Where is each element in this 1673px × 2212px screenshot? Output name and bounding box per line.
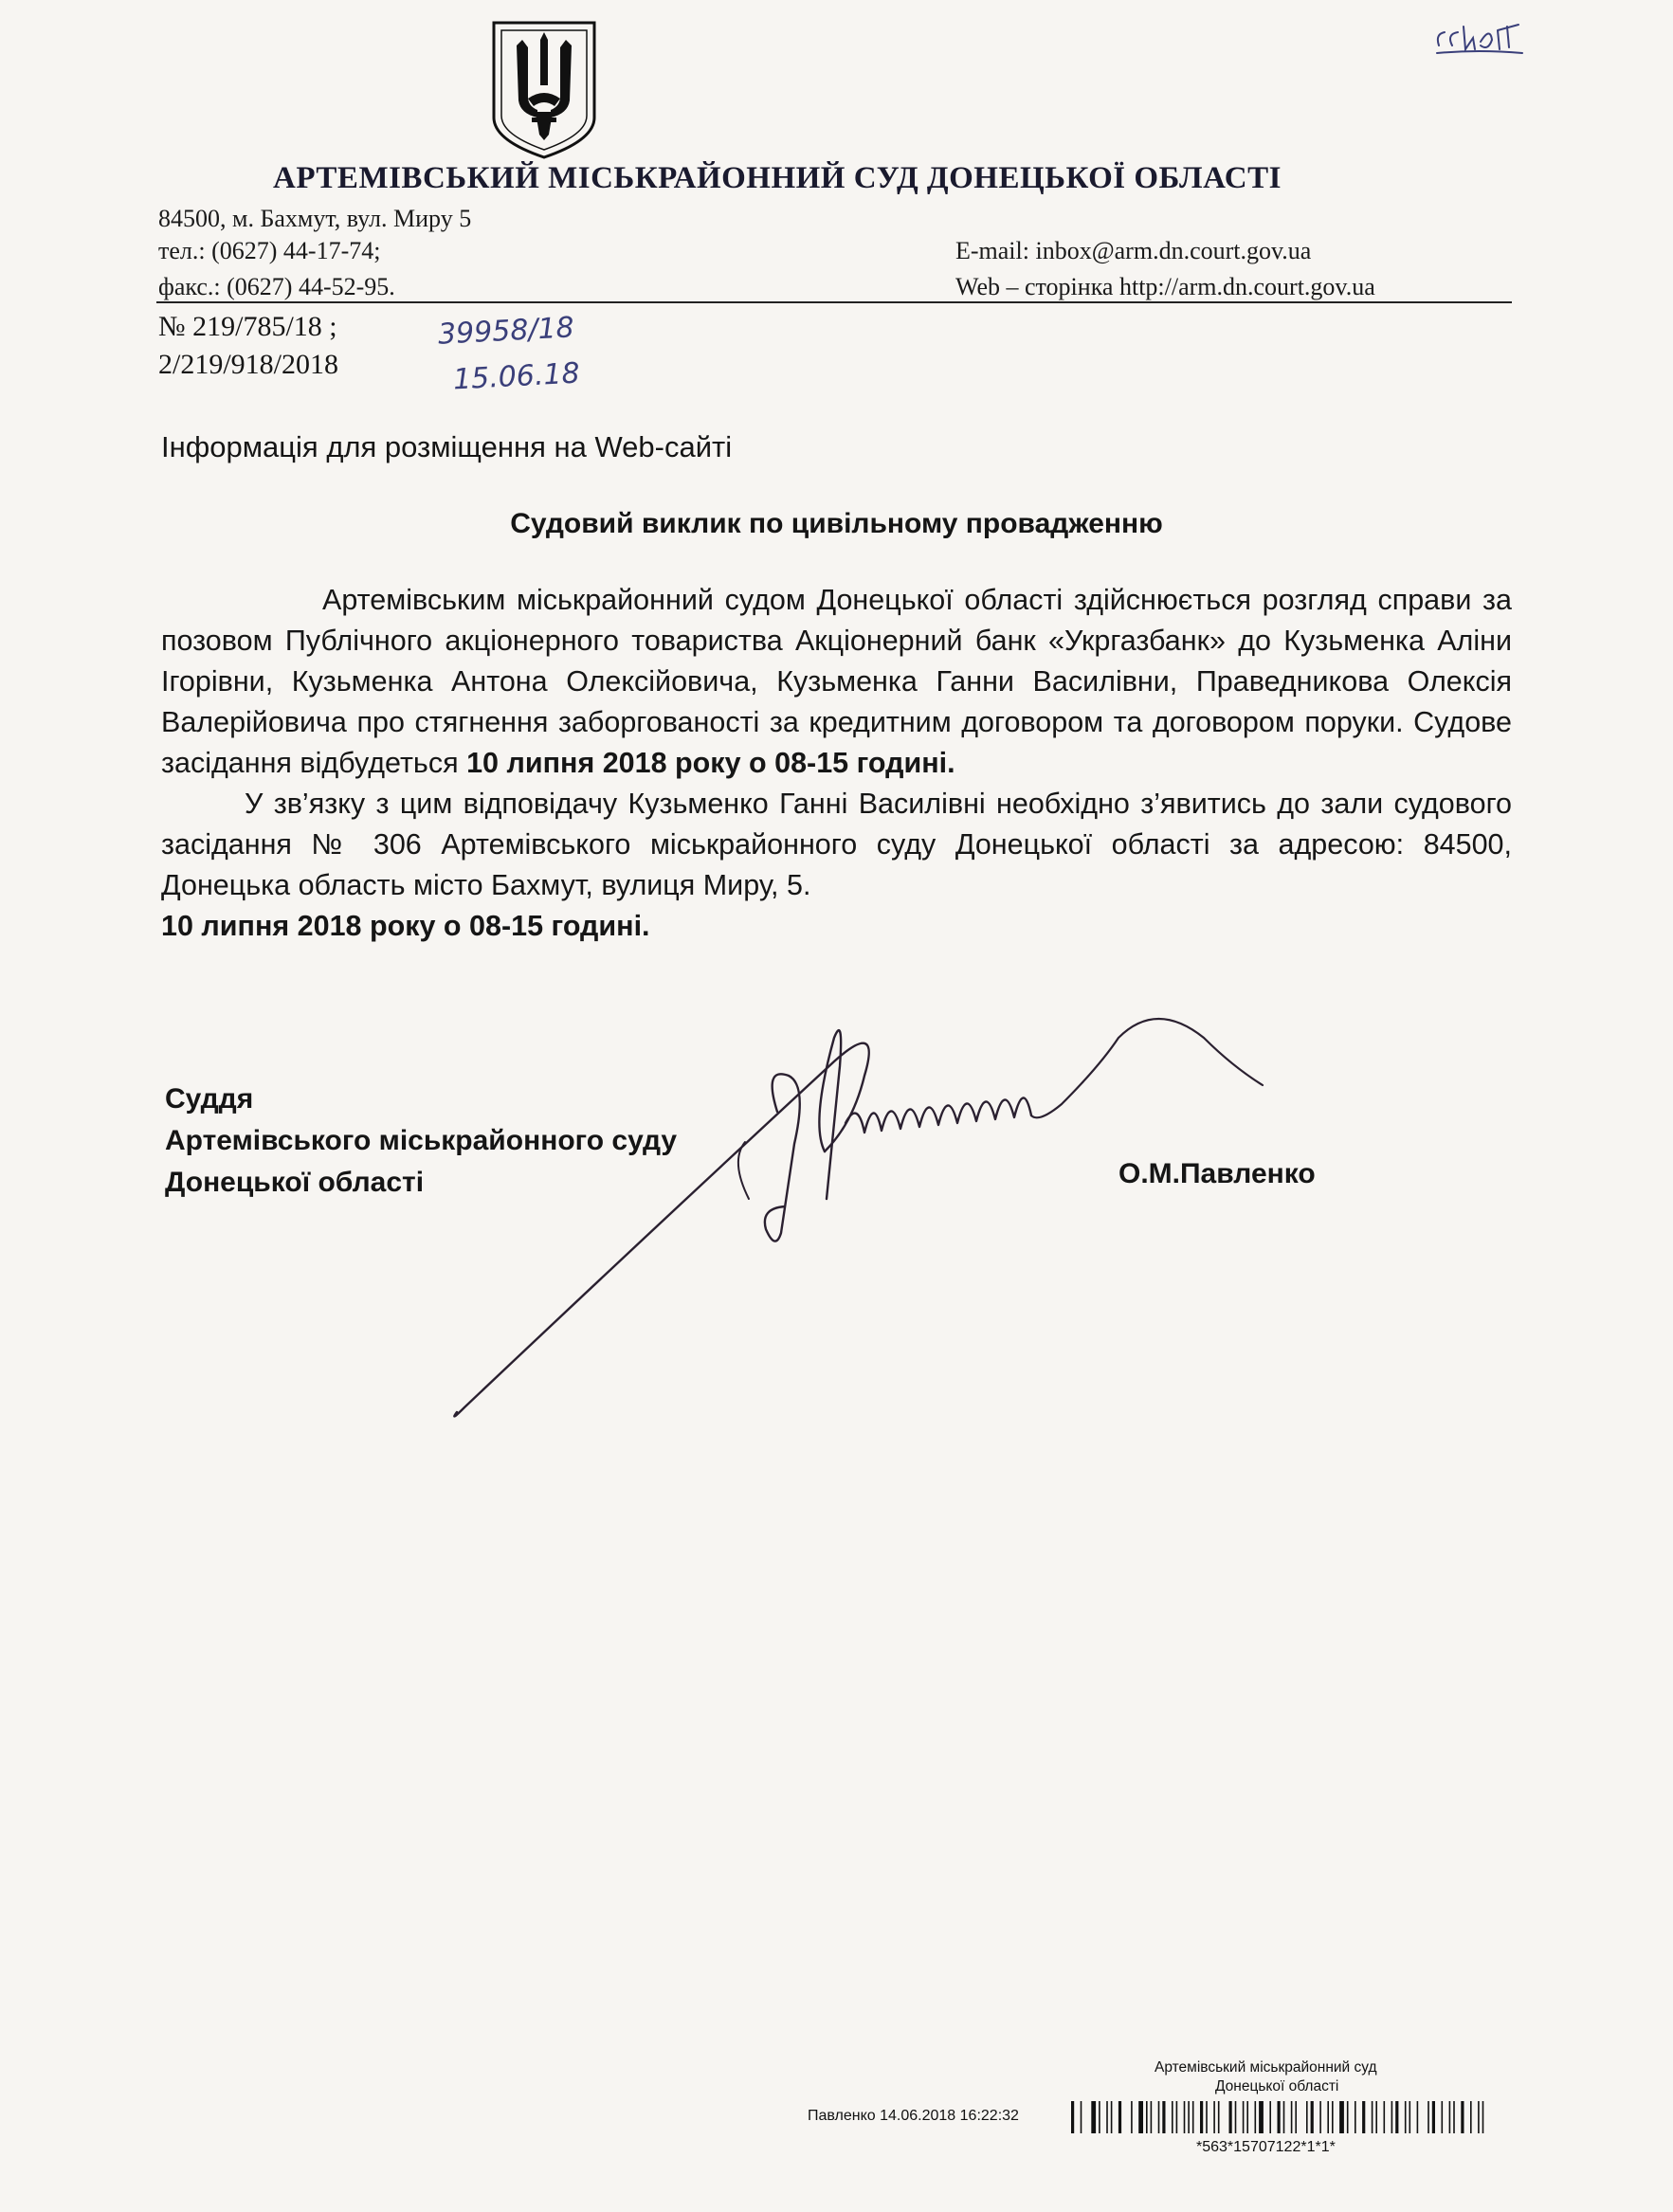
barcode-bar [1409, 2101, 1411, 2133]
barcode-bar [1071, 2101, 1074, 2133]
barcode-bar [1319, 2101, 1321, 2133]
document-title: Судовий виклик по цивільному провадженню [510, 508, 1163, 539]
barcode-bar [1091, 2101, 1096, 2133]
barcode-bar [1162, 2101, 1165, 2133]
barcode-bar [1111, 2101, 1113, 2133]
barcode-bar [1269, 2101, 1271, 2133]
barcode-bar [1138, 2101, 1143, 2133]
barcode-bar [1432, 2101, 1435, 2133]
barcode-bar [1081, 2101, 1082, 2133]
barcode-bar [1099, 2101, 1100, 2133]
handwritten-incoming-number: 39958/18 [437, 311, 575, 352]
barcode-bar [1176, 2101, 1178, 2133]
barcode-bar [1255, 2101, 1257, 2133]
barcode-bar [1384, 2101, 1386, 2133]
court-fax: факс.: (0627) 44-52-95. [158, 273, 395, 300]
barcode-bar [1213, 2101, 1215, 2133]
barcode-bar [1449, 2101, 1451, 2133]
barcode-code: *563*15707122*1*1* [1196, 2139, 1336, 2155]
barcode-bar [1172, 2101, 1173, 2133]
barcode-bar [1235, 2101, 1237, 2133]
barcode-bar [1200, 2101, 1203, 2133]
court-website: Web – сторінка http://arm.dn.court.gov.ua [955, 273, 1375, 300]
court-phone: тел.: (0627) 44-17-74; [158, 237, 381, 264]
barcode-bar [1192, 2101, 1194, 2133]
court-name-heading: АРТЕМІВСЬКИЙ МІСЬКРАЙОННИЙ СУД ДОНЕЦЬКОЇ ОБЛАСТІ [273, 161, 1282, 195]
barcode-bar [1339, 2101, 1344, 2133]
handwritten-incoming-date: 15.06.18 [452, 356, 581, 397]
barcode-bar [1229, 2101, 1232, 2133]
barcode-bar [1246, 2101, 1248, 2133]
barcode-bar [1355, 2101, 1356, 2133]
paragraph-summons [161, 784, 1512, 906]
barcode-bar [1118, 2101, 1121, 2133]
barcode-bar [1206, 2101, 1208, 2133]
barcode-bar [1295, 2101, 1297, 2133]
barcode-bar [1405, 2101, 1407, 2133]
barcode-bar [1131, 2101, 1133, 2133]
barcode-bar [1442, 2101, 1444, 2133]
barcode-bar [1188, 2101, 1190, 2133]
case-number-1: № 219/785/18 ; [158, 311, 337, 342]
court-address: 84500, м. Бахмут, вул. Миру 5 [158, 205, 472, 232]
barcode-bar [1306, 2101, 1308, 2133]
barcode-bar [1347, 2101, 1349, 2133]
barcode-bar [1158, 2101, 1160, 2133]
corner-handwriting-text: ccl5T [1621, 207, 1624, 208]
barcode-bar [1327, 2101, 1329, 2133]
barcode-bar [1151, 2101, 1153, 2133]
barcode-bar [1482, 2101, 1484, 2133]
barcode-bar [1372, 2101, 1373, 2133]
trident-emblem-icon [488, 19, 600, 159]
stamp-court-line-2: Донецької області [1215, 2078, 1339, 2094]
barcode-bar [1218, 2101, 1220, 2133]
paragraph-2-text: У зв’язку з цим відповідачу Кузьменко Ганні Василівні необхідно з’явитись до зали судового засідання № 306 Артемівського міськрайонного суду Донецької області за адресою: 84500, Донецька область місто Бахмут, вулиця Миру, 5. [161, 788, 1512, 901]
paragraph-case-description [161, 580, 1512, 784]
info-line: Інформація для розміщення на Web-сайті [161, 430, 733, 463]
barcode-bar [1395, 2101, 1398, 2133]
judge-name: О.М.Павленко [1118, 1158, 1316, 1189]
paragraph-hearing-date [161, 906, 1512, 947]
barcode-bar [1146, 2101, 1148, 2133]
barcode-bar [1278, 2101, 1281, 2133]
corner-handwriting-mark [1431, 17, 1624, 208]
barcode-bar [1106, 2101, 1108, 2133]
barcode-bar [1311, 2101, 1314, 2133]
barcode-bar [1461, 2101, 1464, 2133]
document-barcode [1071, 2101, 1521, 2133]
barcode-bar [1332, 2101, 1334, 2133]
judge-title-line-2: Артемівського міськрайонного суду [165, 1125, 678, 1156]
judge-signature-image [436, 1009, 1270, 1426]
paragraph-1-text: Артемівським міськрайонний судом Донецької області здійснюється розгляд справи за позовом Публічного акціонерного товариства Акціонерний банк «Укргазбанк» до Кузьменка Аліни Ігорівни, Кузьменка Антона Олексійовича, Кузьменка Ганни Василівни, Праведникова Олексія Валерійовича про стягнення заборгованості за кредитним договором та договором поруки. Судове засідання відбудеться [161, 584, 1512, 779]
hearing-datetime-1: 10 липня 2018 року о 08-15 годині. [466, 747, 955, 779]
barcode-bar [1283, 2101, 1285, 2133]
barcode-bar [1291, 2101, 1293, 2133]
summons-body [161, 580, 1512, 947]
barcode-bar [1417, 2101, 1419, 2133]
judge-title-line-3: Донецької області [165, 1167, 425, 1198]
barcode-bar [1184, 2101, 1186, 2133]
stamp-court-line-1: Артемівський міськрайонний суд [1155, 2059, 1377, 2076]
header-divider [156, 301, 1512, 303]
barcode-bar [1453, 2101, 1455, 2133]
barcode-bar [1375, 2101, 1377, 2133]
barcode-bar [1470, 2101, 1472, 2133]
barcode-bar [1243, 2101, 1245, 2133]
barcode-bar [1428, 2101, 1429, 2133]
barcode-bar [1362, 2101, 1365, 2133]
judge-title-line-1: Суддя [165, 1083, 254, 1115]
barcode-bar [1391, 2101, 1393, 2133]
barcode-bar [1259, 2101, 1264, 2133]
hearing-datetime-2: 10 липня 2018 року о 08-15 годині. [161, 910, 650, 942]
court-email: E-mail: inbox@arm.dn.court.gov.ua [955, 237, 1312, 264]
barcode-bar [1478, 2101, 1480, 2133]
stamp-author-timestamp: Павленко 14.06.2018 16:22:32 [808, 2108, 1019, 2124]
case-number-2: 2/219/918/2018 [158, 349, 339, 380]
